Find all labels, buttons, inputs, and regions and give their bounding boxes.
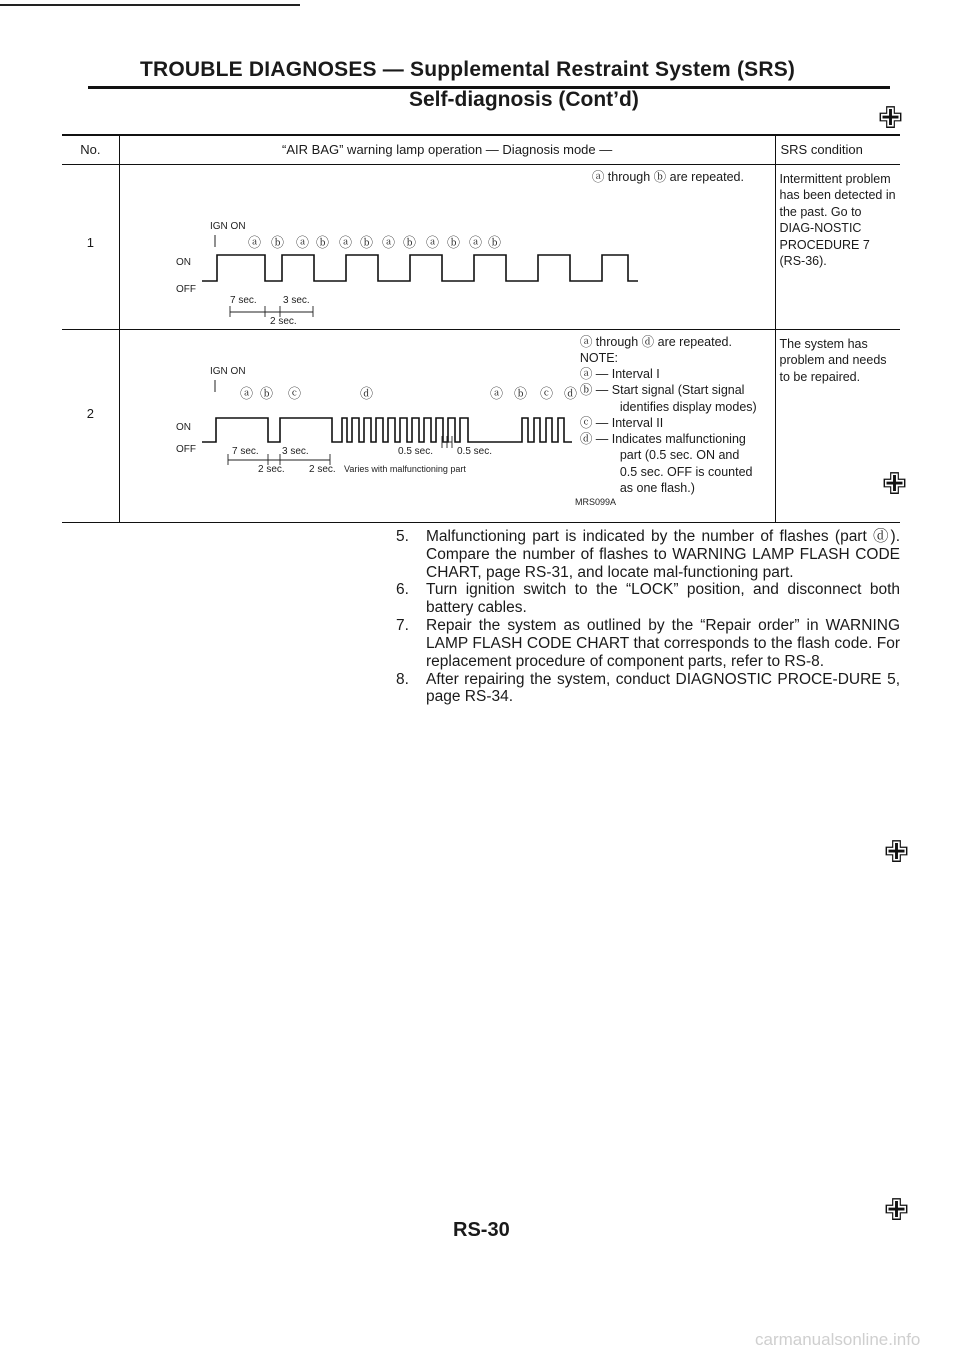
- binding-check-mark: ✙: [882, 468, 908, 501]
- page-number: RS-30: [453, 1219, 510, 1241]
- page-title: TROUBLE DIAGNOSES — Supplemental Restraint System (SRS): [140, 58, 796, 81]
- ign-on-label: IGN ON: [209, 220, 246, 232]
- interval-label: ⓐ: [239, 386, 253, 402]
- duration-2sec: 2 sec.: [257, 463, 285, 475]
- duration-05sec-off: 0.5 sec.: [456, 445, 492, 457]
- step-text: Malfunctioning part is indicated by the number of flashes (part ⓓ). Compare the number of flashes to WARNING LAMP FLASH CODE CHART, page RS-31, and locate mal-functioning part.: [426, 528, 900, 581]
- interval-label: ⓐ: [468, 235, 482, 251]
- binding-check-mark: ✙: [884, 836, 910, 869]
- page-subtitle: Self-diagnosis (Cont’d): [409, 88, 639, 111]
- note-line: 0.5 sec. OFF is counted: [619, 464, 753, 479]
- note-line: part (0.5 sec. ON and: [619, 448, 740, 463]
- row-number-text: 1: [86, 234, 95, 250]
- note-line: ⓑ — Start signal (Start signal: [579, 383, 745, 398]
- row-number-text: 2: [86, 405, 95, 421]
- operation-cell: [119, 329, 775, 522]
- note-line: ⓒ — Interval II: [579, 415, 664, 430]
- interval-label: ⓑ: [487, 235, 501, 251]
- interval-label: ⓐ: [247, 235, 261, 251]
- interval-label: ⓒ: [539, 386, 553, 402]
- footer-watermark: carmanualsonline.info: [755, 1330, 921, 1349]
- interval-label: ⓑ: [359, 235, 373, 251]
- column-header-condition: SRS condition: [775, 135, 900, 164]
- duration-3sec: 3 sec.: [281, 445, 309, 457]
- duration-7sec: 7 sec.: [229, 294, 257, 306]
- step-number: 5.: [396, 528, 409, 545]
- binding-check-mark: ✙: [878, 102, 904, 135]
- condition-cell: [775, 329, 900, 522]
- step-item: [396, 617, 900, 670]
- note-line: ⓐ through ⓓ are repeated.: [579, 334, 732, 349]
- interval-label: ⓑ: [259, 386, 273, 402]
- interval-label: ⓒ: [287, 386, 301, 402]
- interval-label: ⓑ: [446, 235, 460, 251]
- repeat-note: ⓐ through ⓑ are repeated.: [591, 169, 744, 184]
- interval-label: ⓑ: [270, 235, 284, 251]
- waveform-1: [202, 255, 638, 281]
- interval-label: ⓐ: [295, 235, 309, 251]
- duration-2sec: 2 sec.: [308, 463, 336, 475]
- condition-text: The system has problem and needs to be repaired.: [779, 336, 887, 384]
- diagnosis-table: [62, 134, 900, 523]
- waveform-2: [202, 418, 572, 442]
- duration-7sec: 7 sec.: [231, 445, 259, 457]
- step-item: [396, 528, 900, 581]
- note-line: ⓓ — Indicates malfunctioning: [579, 432, 746, 447]
- interval-label: ⓐ: [381, 235, 395, 251]
- lamp-timing-diagram-1: [120, 165, 791, 329]
- condition-text: Intermittent problem has been detected in the past. Go to DIAG-NOSTIC PROCEDURE 7 (RS-36).: [779, 171, 896, 269]
- interval-label: ⓑ: [402, 235, 416, 251]
- table-row: [62, 329, 900, 522]
- step-number: 7.: [396, 617, 409, 635]
- interval-label: ⓐ: [338, 235, 352, 251]
- note-line: identifies display modes): [619, 399, 757, 414]
- note-line: as one flash.): [619, 480, 695, 495]
- step-text: After repairing the system, conduct DIAGNOSTIC PROCE-DURE 5, page RS-34.: [426, 670, 900, 706]
- operation-cell: [119, 164, 775, 329]
- interval-label: ⓐ: [425, 235, 439, 251]
- step-item: [396, 671, 900, 707]
- instruction-steps: [396, 528, 900, 706]
- table-header-row: [62, 135, 900, 164]
- step-text: Turn ignition switch to the “LOCK” position, and disconnect both battery cables.: [426, 581, 900, 617]
- figure-id: MRS099A: [574, 496, 616, 507]
- note-line: ⓐ — Interval I: [579, 367, 660, 382]
- interval-label: ⓓ: [563, 386, 577, 402]
- on-label: ON: [175, 421, 191, 433]
- top-rule: [0, 4, 300, 6]
- step-text: Repair the system as outlined by the “Repair order” in WARNING LAMP FLASH CODE CHART that corresponds to the flash code. For replacement procedure of component parts, refer to RS-8.: [426, 617, 900, 670]
- row-number: [62, 164, 119, 329]
- column-header-operation: “AIR BAG” warning lamp operation — Diagnosis mode —: [119, 135, 775, 164]
- table-row: [62, 164, 900, 329]
- lamp-timing-diagram-2: [120, 330, 791, 522]
- interval-label: ⓐ: [489, 386, 503, 402]
- off-label: OFF: [175, 443, 196, 455]
- duration-2sec: 2 sec.: [269, 315, 297, 327]
- ign-on-label: IGN ON: [209, 365, 246, 377]
- off-label: OFF: [175, 283, 196, 295]
- duration-3sec: 3 sec.: [282, 294, 310, 306]
- step-item: [396, 581, 900, 617]
- varies-note: Varies with malfunctioning part: [343, 463, 466, 474]
- interval-label: ⓑ: [315, 235, 329, 251]
- binding-check-mark: ✙: [884, 1194, 910, 1227]
- interval-label: ⓓ: [359, 386, 373, 402]
- column-header-no: No.: [62, 135, 119, 164]
- interval-label: ⓑ: [513, 386, 527, 402]
- condition-cell: [775, 164, 900, 329]
- note-line: NOTE:: [579, 350, 619, 365]
- duration-05sec-on: 0.5 sec.: [397, 445, 433, 457]
- row-number: [62, 329, 119, 522]
- step-number: 6.: [396, 581, 409, 599]
- step-number: 8.: [396, 670, 409, 688]
- on-label: ON: [175, 256, 191, 268]
